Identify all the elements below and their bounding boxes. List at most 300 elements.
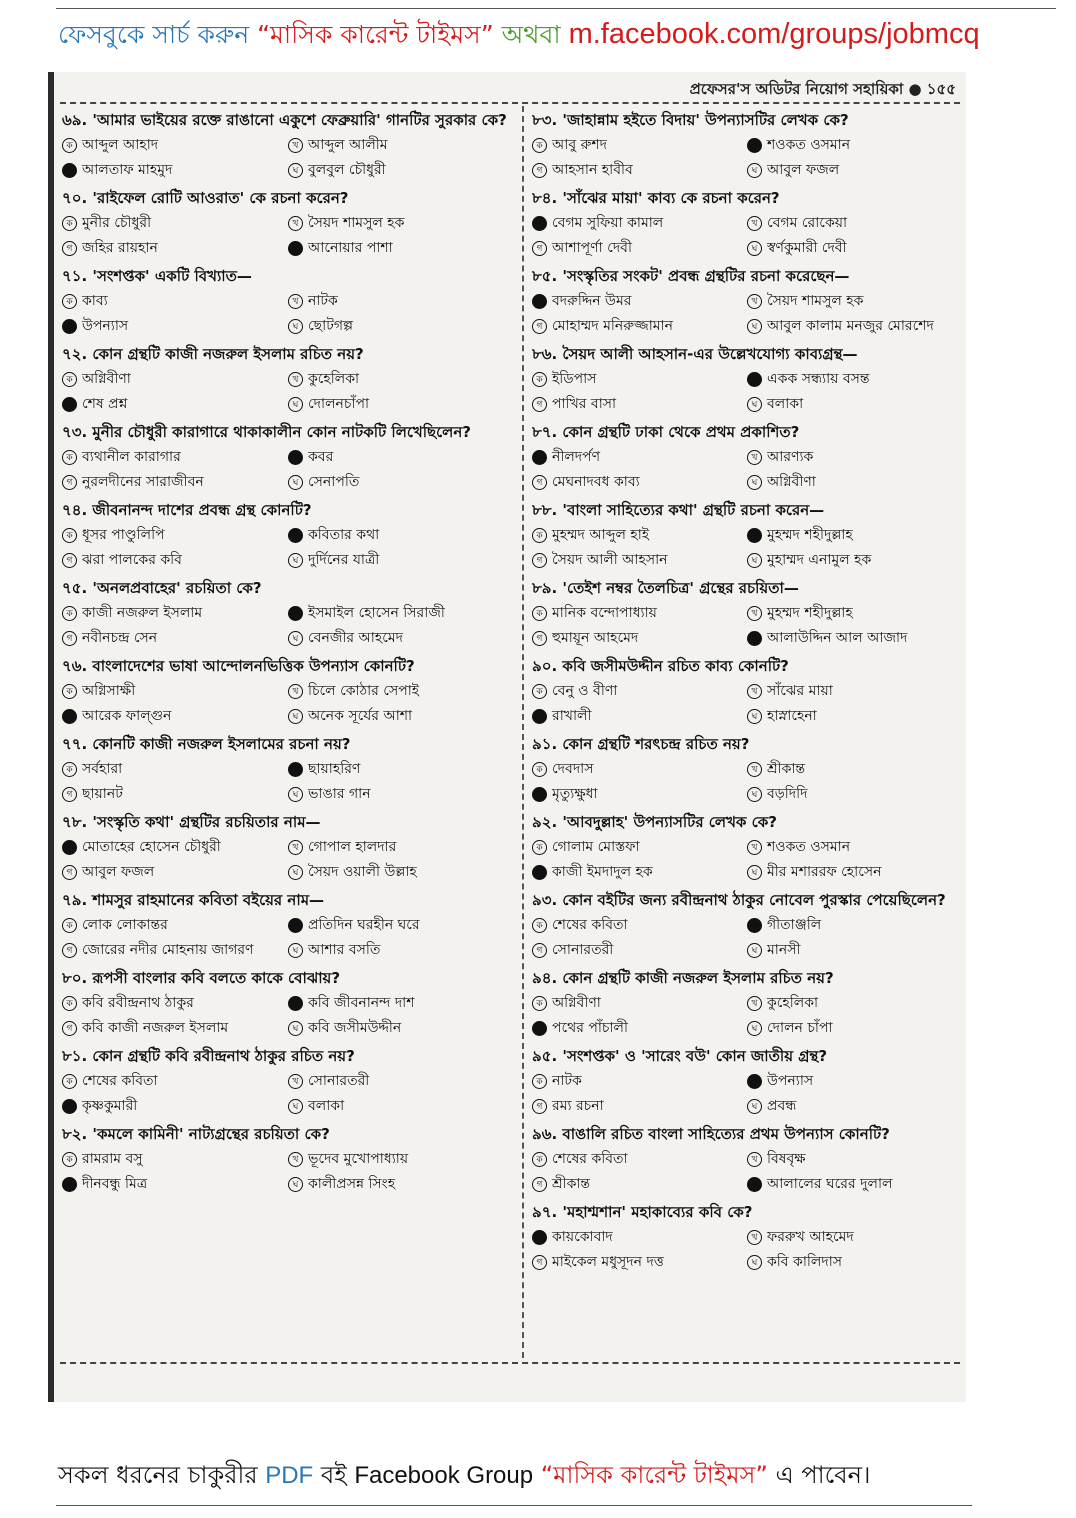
option-text: কবর <box>308 449 334 465</box>
option-text: প্রবন্ধ <box>767 1098 797 1114</box>
option-letter-circle: ঘ <box>288 1099 303 1114</box>
option <box>288 133 514 158</box>
option-text: মুহম্মদ শহীদুল্লাহ <box>767 527 853 543</box>
option <box>747 445 962 470</box>
option-text: কাজী ইমদাদুল হক <box>552 864 653 880</box>
option <box>288 860 514 885</box>
option-letter-circle: ক <box>62 918 77 933</box>
option-letter-circle: খ <box>288 138 303 153</box>
option-letter-circle: গ <box>532 943 547 958</box>
filled-circle-icon: গ <box>62 163 77 178</box>
option-letter-circle: খ <box>288 840 303 855</box>
option-text: আরেক ফাল্গুন <box>82 708 172 724</box>
option-correct <box>747 913 962 938</box>
option-text: সেনাপতি <box>308 474 360 490</box>
filled-circle-icon: ঘ <box>747 631 762 646</box>
left-question-column <box>62 108 514 1200</box>
question-text: ৮৭. কোন গ্রন্থটি ঢাকা থেকে প্রথম প্রকাশিত? <box>532 423 800 441</box>
options-grid <box>532 1147 962 1197</box>
bottom-divider <box>56 1505 972 1506</box>
bottom-banner-suffix: এ পাবেন। <box>767 1461 871 1489</box>
option <box>532 392 747 417</box>
option-correct <box>62 1172 288 1197</box>
option-text: আরণ্যক <box>767 449 814 465</box>
option-text: আবুল ফজল <box>82 864 155 880</box>
option <box>532 1069 747 1094</box>
filled-circle-icon: খ <box>747 138 762 153</box>
bottom-dashed-rule <box>60 1362 960 1364</box>
option-text: অগ্নিবীণা <box>552 995 601 1011</box>
options-grid <box>532 757 962 807</box>
option-correct <box>747 367 962 392</box>
options-grid <box>532 991 962 1041</box>
option-text: সৈয়দ শামসুল হক <box>767 293 864 309</box>
option-letter-circle: খ <box>747 294 762 309</box>
option-letter-circle: ঘ <box>747 397 762 412</box>
option-letter-circle: খ <box>288 294 303 309</box>
option-text: ফররুখ আহমেদ <box>767 1229 854 1245</box>
option-correct <box>62 704 288 729</box>
option-text: আলতাফ মাহমুদ <box>82 162 173 178</box>
option-text: আহসান হাবীব <box>552 162 633 178</box>
option <box>288 1172 514 1197</box>
option-letter-circle: ঘ <box>747 475 762 490</box>
question-text: ৬৯. 'আমার ভাইয়ের রক্তে রাঙানো একুশে ফেব্রুয়ারি' গানটির সুরকার কে? <box>62 111 507 129</box>
option <box>62 289 288 314</box>
option-letter-circle: ক <box>62 1152 77 1167</box>
option-text: ব্যথানীল কারাগার <box>82 449 181 465</box>
option-letter-circle: ক <box>62 684 77 699</box>
option <box>62 860 288 885</box>
option <box>532 991 747 1016</box>
option-letter-circle: খ <box>747 1230 762 1245</box>
option-text: কবি কাজী নজরুল ইসলাম <box>82 1020 229 1036</box>
options-grid <box>532 913 962 963</box>
option-letter-circle: খ <box>288 684 303 699</box>
option-correct <box>532 211 747 236</box>
options-grid <box>532 1069 962 1119</box>
column-separator <box>522 106 524 1358</box>
options-grid <box>62 1147 514 1197</box>
options-grid <box>62 445 514 495</box>
question-text: ৮৪. 'সাঁঝের মায়া' কাব্য কে রচনা করেন? <box>532 189 780 207</box>
option <box>288 938 514 963</box>
option-letter-circle: ঘ <box>747 163 762 178</box>
option-text: দেবদাস <box>552 761 594 777</box>
option-text: ইসমাইল হোসেন সিরাজী <box>308 605 445 621</box>
option <box>62 1069 288 1094</box>
question-block <box>532 810 962 885</box>
option <box>532 626 747 651</box>
option-text: ধূসর পাণ্ডুলিপি <box>82 527 165 543</box>
option-letter-circle: ঘ <box>288 553 303 568</box>
filled-circle-icon: ক <box>532 1230 547 1245</box>
option <box>62 211 288 236</box>
option <box>288 1147 514 1172</box>
option-correct <box>747 1069 962 1094</box>
option <box>747 1016 962 1041</box>
options-grid <box>532 523 962 573</box>
option-correct <box>747 133 962 158</box>
option <box>288 835 514 860</box>
option-text: আশাপূর্ণা দেবী <box>552 240 632 256</box>
options-grid <box>532 679 962 729</box>
option-letter-circle: ঘ <box>747 319 762 334</box>
option <box>62 445 288 470</box>
option-letter-circle: ক <box>532 684 547 699</box>
option <box>62 367 288 392</box>
option-letter-circle: ক <box>62 1074 77 1089</box>
option-letter-circle: গ <box>532 631 547 646</box>
option-letter-circle: গ <box>532 397 547 412</box>
option <box>532 1094 747 1119</box>
question-text: ৭৬. বাংলাদেশের ভাষা আন্দোলনভিত্তিক উপন্যাস কোনটি? <box>62 657 415 675</box>
option-text: ছোটগল্প <box>308 318 354 334</box>
question-block <box>62 888 514 963</box>
right-question-column <box>532 108 962 1278</box>
option-text: বেগম সুফিয়া কামাল <box>552 215 664 231</box>
option-letter-circle: খ <box>747 216 762 231</box>
option <box>747 782 962 807</box>
option <box>747 211 962 236</box>
top-divider <box>56 8 1056 9</box>
option <box>747 938 962 963</box>
option-correct <box>288 445 514 470</box>
option-text: রাখালী <box>552 708 592 724</box>
option-letter-circle: ঘ <box>288 1021 303 1036</box>
option <box>288 470 514 495</box>
option-text: বেনজীর আহমেদ <box>308 630 403 646</box>
filled-circle-icon: খ <box>288 996 303 1011</box>
option <box>747 548 962 573</box>
option-text: দুর্দিনের যাত্রী <box>308 552 380 568</box>
filled-circle-icon: গ <box>532 1021 547 1036</box>
options-grid <box>532 445 962 495</box>
option-text: মেঘনাদবধ কাব্য <box>552 474 640 490</box>
option-letter-circle: খ <box>288 1152 303 1167</box>
option-letter-circle: গ <box>532 163 547 178</box>
options-grid <box>532 211 962 261</box>
option <box>747 392 962 417</box>
option <box>747 158 962 183</box>
question-text: ৯২. 'আবদুল্লাহ' উপন্যাসটির লেখক কে? <box>532 813 777 831</box>
option-letter-circle: ঘ <box>747 1021 762 1036</box>
scanned-page <box>48 72 966 1402</box>
question-text: ৮৬. সৈয়দ আলী আহসান-এর উল্লেখযোগ্য কাব্যগ্রন্থ— <box>532 345 858 363</box>
option-text: লোক লোকান্তর <box>82 917 168 933</box>
option-letter-circle: ক <box>62 372 77 387</box>
option-letter-circle: গ <box>62 241 77 256</box>
option-text: প্রতিদিন ঘরহীন ঘরে <box>308 917 420 933</box>
question-block <box>62 186 514 261</box>
option-text: আলালের ঘরের দুলাল <box>767 1176 893 1192</box>
top-dashed-rule <box>60 102 960 104</box>
question-text: ৭১. 'সংশপ্তক' একটি বিখ্যাত— <box>62 267 252 285</box>
option-letter-circle: ঘ <box>747 1255 762 1270</box>
option-text: শেষ প্রশ্ন <box>82 396 128 412</box>
filled-circle-icon: গ <box>62 709 77 724</box>
option <box>288 289 514 314</box>
question-text: ৯৭. 'মহাশ্মশান' মহাকাব্যের কবি কে? <box>532 1203 753 1221</box>
option-text: রামরাম বসু <box>82 1151 143 1167</box>
option-text: শওকত ওসমান <box>767 839 851 855</box>
filled-circle-icon: খ <box>288 918 303 933</box>
option <box>747 601 962 626</box>
question-block <box>532 342 962 417</box>
question-block <box>532 654 962 729</box>
option-text: উপন্যাস <box>82 318 129 334</box>
option-letter-circle: গ <box>62 943 77 958</box>
option-text: কবি কালিদাস <box>767 1254 842 1270</box>
option <box>288 704 514 729</box>
option <box>532 236 747 261</box>
bottom-banner <box>58 1455 1058 1496</box>
option-text: আব্দুল আলীম <box>308 137 388 153</box>
filled-circle-icon: খ <box>747 1074 762 1089</box>
option-text: উপন্যাস <box>767 1073 814 1089</box>
option <box>747 704 962 729</box>
option <box>747 1225 962 1250</box>
filled-circle-icon: গ <box>532 787 547 802</box>
option-letter-circle: ক <box>62 294 77 309</box>
option-text: নুরলদীনের সারাজীবন <box>82 474 204 490</box>
option-text: কবি রবীন্দ্রনাথ ঠাকুর <box>82 995 194 1011</box>
question-block <box>532 420 962 495</box>
options-grid <box>62 835 514 885</box>
option-text: মাইকেল মধুসূদন দত্ত <box>552 1254 664 1270</box>
option-letter-circle: খ <box>288 372 303 387</box>
option <box>62 523 288 548</box>
option-text: কবিতার কথা <box>308 527 380 543</box>
option <box>747 991 962 1016</box>
option-letter-circle: ক <box>532 1152 547 1167</box>
option-text: ঝরা পালকের কবি <box>82 552 182 568</box>
question-block <box>62 732 514 807</box>
option-text: অগ্নিসাক্ষী <box>82 683 136 699</box>
option-letter-circle: ক <box>532 1074 547 1089</box>
option-text: শ্রীকান্ত <box>552 1176 591 1192</box>
option-text: সর্বহারা <box>82 761 123 777</box>
options-grid <box>62 367 514 417</box>
option-correct <box>532 782 747 807</box>
option-letter-circle: ক <box>532 996 547 1011</box>
option-correct <box>62 392 288 417</box>
option-letter-circle: ঘ <box>747 241 762 256</box>
question-text: ৮০. রূপসী বাংলার কবি বলতে কাকে বোঝায়? <box>62 969 341 987</box>
running-header: প্রফেসর'স অডিটর নিয়োগ সহায়িকা ● ১৫৫ <box>689 80 956 98</box>
option-correct <box>288 913 514 938</box>
question-block <box>62 108 514 183</box>
option <box>747 1250 962 1275</box>
question-block <box>532 1122 962 1197</box>
option <box>532 1147 747 1172</box>
top-banner-group-name: “মাসিক কারেন্ট টাইমস” <box>257 20 494 49</box>
question-block <box>532 498 962 573</box>
option-correct <box>532 704 747 729</box>
option <box>747 470 962 495</box>
option-text: চিলে কোঠার সেপাই <box>308 683 420 699</box>
option <box>532 470 747 495</box>
option-letter-circle: গ <box>532 553 547 568</box>
option-letter-circle: ক <box>62 216 77 231</box>
option-letter-circle: গ <box>532 1177 547 1192</box>
option-text: মুহম্মদ আব্দুল হাই <box>552 527 650 543</box>
option-letter-circle: ঘ <box>288 319 303 334</box>
option-text: গোপাল হালদার <box>308 839 397 855</box>
option-text: পথের পাঁচালী <box>552 1020 628 1036</box>
option <box>288 392 514 417</box>
option <box>747 1094 962 1119</box>
bottom-banner-pdf: PDF <box>265 1462 314 1489</box>
option <box>288 314 514 339</box>
option <box>62 679 288 704</box>
option-letter-circle: ঘ <box>288 865 303 880</box>
option-correct <box>747 523 962 548</box>
option-correct <box>288 991 514 1016</box>
option-text: মুহাম্মদ এনামুল হক <box>767 552 872 568</box>
option-text: অগ্নিবীণা <box>82 371 131 387</box>
question-block <box>62 1122 514 1197</box>
question-block <box>62 654 514 729</box>
option-text: দোলনচাঁপা <box>308 396 370 412</box>
question-block <box>532 108 962 183</box>
option-text: নাটক <box>552 1073 582 1089</box>
option-letter-circle: ঘ <box>288 1177 303 1192</box>
bottom-banner-facebook-group: Facebook Group <box>354 1462 534 1489</box>
filled-circle-icon: গ <box>532 865 547 880</box>
option-letter-circle: ক <box>532 606 547 621</box>
option-letter-circle: খ <box>288 216 303 231</box>
question-block <box>532 966 962 1041</box>
option <box>747 757 962 782</box>
option-letter-circle: গ <box>532 241 547 256</box>
option-correct <box>288 523 514 548</box>
question-block <box>532 264 962 339</box>
question-block <box>532 576 962 651</box>
option <box>747 314 962 339</box>
option-text: সৈয়দ আলী আহসান <box>552 552 668 568</box>
option-correct <box>532 289 747 314</box>
options-grid <box>532 133 962 183</box>
option-letter-circle: ক <box>62 138 77 153</box>
filled-circle-icon: ক <box>62 840 77 855</box>
options-grid <box>532 835 962 885</box>
option <box>532 679 747 704</box>
option-correct <box>747 626 962 651</box>
filled-circle-icon: খ <box>288 762 303 777</box>
filled-circle-icon: ঘ <box>288 241 303 256</box>
options-grid <box>62 913 514 963</box>
option-correct <box>288 236 514 261</box>
option <box>62 601 288 626</box>
option-correct <box>747 1172 962 1197</box>
question-block <box>62 810 514 885</box>
option-text: নাটক <box>308 293 338 309</box>
option <box>62 626 288 651</box>
option-letter-circle: ক <box>62 996 77 1011</box>
option-text: বেগম রোকেয়া <box>767 215 848 231</box>
filled-circle-icon: খ <box>747 528 762 543</box>
option-correct <box>288 757 514 782</box>
option <box>62 1147 288 1172</box>
option <box>532 601 747 626</box>
option-text: সৈয়দ ওয়ালী উল্লাহ <box>308 864 417 880</box>
option-letter-circle: ক <box>532 840 547 855</box>
option <box>62 548 288 573</box>
option-text: একক সন্ধ্যায় বসন্ত <box>767 371 870 387</box>
option-letter-circle: ঘ <box>747 865 762 880</box>
bottom-banner-book: বই <box>313 1461 355 1489</box>
option-text: নবীনচন্দ্র সেন <box>82 630 158 646</box>
option <box>532 367 747 392</box>
question-block <box>62 1044 514 1119</box>
option-text: শ্রীকান্ত <box>767 761 806 777</box>
option-text: সাঁঝের মায়া <box>767 683 833 699</box>
option-letter-circle: ঘ <box>288 475 303 490</box>
option-letter-circle: খ <box>288 1074 303 1089</box>
option-correct <box>532 445 747 470</box>
option-text: বেনু ও বীণা <box>552 683 618 699</box>
option <box>532 1250 747 1275</box>
option-letter-circle: ক <box>62 762 77 777</box>
option-letter-circle: ঘ <box>747 709 762 724</box>
option-letter-circle: খ <box>747 1152 762 1167</box>
option <box>747 289 962 314</box>
top-banner-search-text: ফেসবুকে সার্চ করুন <box>58 20 258 49</box>
option-text: কাজী নজরুল ইসলাম <box>82 605 203 621</box>
filled-circle-icon: খ <box>288 528 303 543</box>
options-grid <box>532 1225 962 1275</box>
options-grid <box>62 601 514 651</box>
question-text: ৭২. কোন গ্রন্থটি কাজী নজরুল ইসলাম রচিত নয়? <box>62 345 364 363</box>
question-text: ৭৮. 'সংস্কৃতি কথা' গ্রন্থটির রচয়িতার নাম— <box>62 813 321 831</box>
option-letter-circle: গ <box>532 1099 547 1114</box>
option-letter-circle: খ <box>747 840 762 855</box>
option-text: শওকত ওসমান <box>767 137 851 153</box>
option <box>62 236 288 261</box>
option-text: সোনারতরী <box>552 942 614 958</box>
option <box>532 757 747 782</box>
option <box>532 913 747 938</box>
option-letter-circle: ক <box>532 372 547 387</box>
option-letter-circle: ঘ <box>747 1099 762 1114</box>
top-banner-url-link[interactable]: m.facebook.com/groups/jobmcq <box>568 18 980 50</box>
question-text: ৭৫. 'অনলপ্রবাহের' রচয়িতা কে? <box>62 579 262 597</box>
option-letter-circle: গ <box>62 1021 77 1036</box>
option-letter-circle: ক <box>532 138 547 153</box>
option-text: বদরুদ্দিন উমর <box>552 293 632 309</box>
option-letter-circle: খ <box>747 762 762 777</box>
filled-circle-icon: ক <box>532 216 547 231</box>
option-letter-circle: খ <box>747 996 762 1011</box>
question-text: ৭৪. জীবনানন্দ দাশের প্রবন্ধ গ্রন্থ কোনটি? <box>62 501 312 519</box>
filled-circle-icon: ক <box>532 294 547 309</box>
option-letter-circle: খ <box>747 450 762 465</box>
question-text: ৯০. কবি জসীমউদ্দীন রচিত কাব্য কোনটি? <box>532 657 789 675</box>
option-correct <box>62 158 288 183</box>
option-text: বলাকা <box>767 396 804 412</box>
options-grid <box>62 289 514 339</box>
option-letter-circle: ঘ <box>288 631 303 646</box>
question-text: ৭৭. কোনটি কাজী নজরুল ইসলামের রচনা নয়? <box>62 735 351 753</box>
bottom-banner-text: সকল ধরনের চাকুরীর <box>58 1461 266 1489</box>
option-text: আবুল ফজল <box>767 162 840 178</box>
option <box>288 158 514 183</box>
question-block <box>532 888 962 963</box>
option-text: আশার বসতি <box>308 942 381 958</box>
question-block <box>62 342 514 417</box>
option <box>288 1094 514 1119</box>
